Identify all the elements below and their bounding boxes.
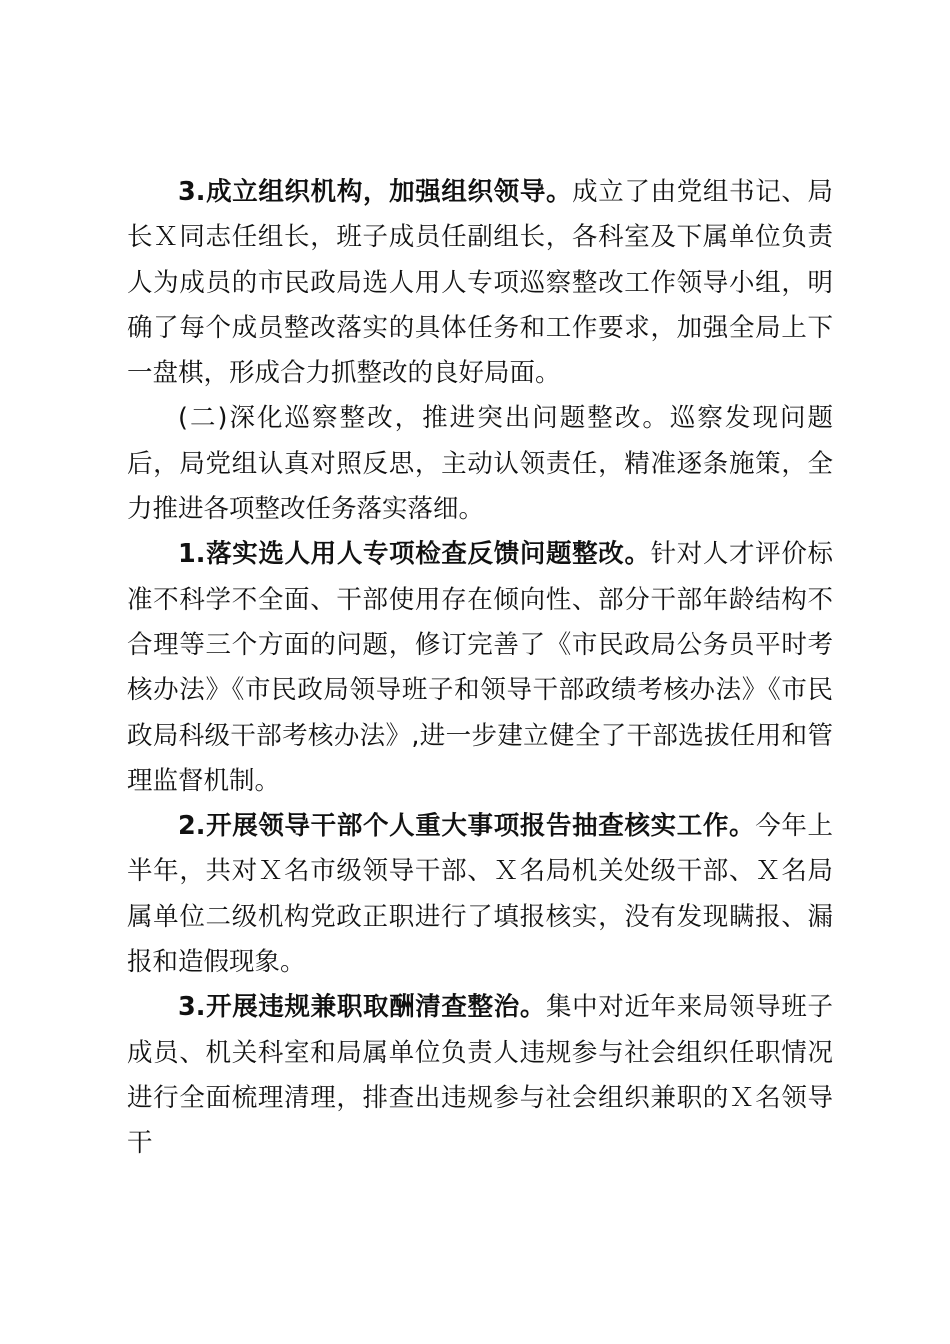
paragraph-text: (二)深化巡察整改，推进突出问题整改。巡察发现问题后，局党组认真对照反思，主动认领责任，精准逐条施策，全力推进各项整改任务落实落细。 [127, 403, 833, 525]
paragraph-4 [127, 804, 833, 985]
paragraph-3 [127, 532, 833, 804]
paragraph-heading: 1.落实选人用人专项检查反馈问题整改。 [178, 539, 651, 570]
paragraph-text: 今年上半年，共对Ｘ名市级领导干部、Ｘ名局机关处级干部、Ｘ名局属单位二级机构党政正职进行了填报核实，没有发现瞒报、漏报和造假现象。 [127, 811, 833, 978]
paragraph-heading: 2.开展领导干部个人重大事项报告抽查核实工作。 [178, 811, 756, 842]
paragraph-text: 针对人才评价标准不科学不全面、干部使用存在倾向性、部分干部年龄结构不合理等三个方面的问题，修订完善了《市民政局公务员平时考核办法》《市民政局领导班子和领导干部政绩考核办法》《市民政局科级干部考核办法》,进一步建立健全了干部选拔任用和管理监督机制。 [127, 539, 833, 796]
paragraph-heading: 3.开展违规兼职取酬清查整治。 [178, 992, 546, 1023]
document-page [127, 170, 833, 1167]
paragraph-5 [127, 985, 833, 1166]
paragraph-2 [127, 396, 833, 532]
paragraph-text: 成立了由党组书记、局长Ｘ同志任组长，班子成员任副组长，各科室及下属单位负责人为成员的市民政局选人用人专项巡察整改工作领导小组，明确了每个成员整改落实的具体任务和工作要求，加强全局上下一盘棋，形成合力抓整改的良好局面。 [127, 177, 833, 389]
paragraph-text: 集中对近年来局领导班子成员、机关科室和局属单位负责人违规参与社会组织任职情况进行全面梳理清理，排查出违规参与社会组织兼职的Ｘ名领导干 [127, 992, 833, 1159]
paragraph-1 [127, 170, 833, 396]
paragraph-heading: 3.成立组织机构，加强组织领导。 [178, 177, 573, 207]
